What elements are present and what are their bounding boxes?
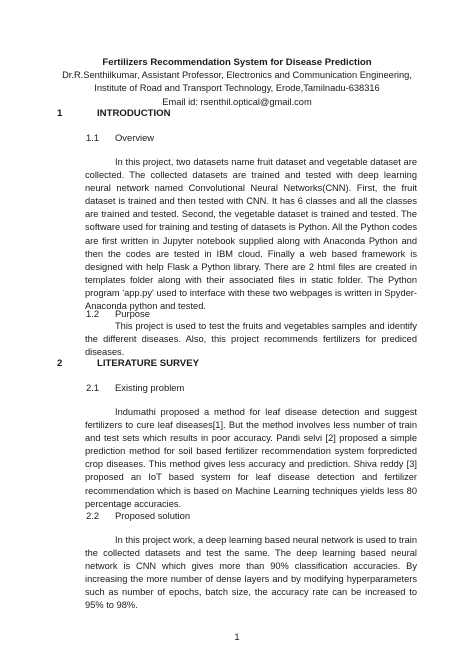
- title-block: [60, 56, 414, 109]
- section-number: 1: [57, 108, 63, 119]
- subsection-heading-purpose: [86, 308, 150, 319]
- subsection-title: Overview: [115, 132, 155, 143]
- subsection-number: 2.2: [86, 510, 100, 521]
- subsection-title: Purpose: [115, 308, 150, 319]
- subsection-number: 1.2: [86, 308, 100, 319]
- section-title: INTRODUCTION: [97, 108, 171, 119]
- subsection-heading-overview: [86, 132, 154, 143]
- affiliation-line: Institute of Road and Transport Technology, Erode,Tamilnadu-638316: [94, 83, 380, 94]
- section-number: 2: [57, 358, 63, 369]
- paragraph-overview: In this project, two datasets name fruit dataset and vegetable dataset are collected. The collected datasets are trained and tested with deep learning neural network named Convolutional Neural Networks(CNN). First, the fruit dataset is trained and then tested with CNN. It has 6 classes and all the classes are trained and tested. Second, the vegetable dataset is trained and tested. The software used for training and testing of datasets is Python. All the Python codes are first written in Jupyter notebook supplied along with Anaconda Python and then the codes are tested in IBM cloud. Finally a web based framework is designed with help Flask a Python library. There are 2 html files are created in templates folder along with their associated files in static folder. The Python program 'app.py' used to interface with these two webpages is written in Spyder-Anaconda python and tested.: [85, 157, 417, 312]
- section-title: LITERATURE SURVEY: [97, 358, 199, 369]
- paragraph-purpose: This project is used to test the fruits and vegetables samples and identify the different diseases. Also, this project recommends fertilizers for prediced diseases.: [85, 321, 417, 358]
- subsection-title: Proposed solution: [115, 510, 191, 521]
- subsection-number: 2.1: [86, 382, 100, 393]
- section-heading-introduction: [57, 108, 171, 119]
- page-number: 1: [234, 631, 240, 642]
- paper-title: Fertilizers Recommendation System for Disease Prediction: [102, 57, 372, 68]
- subsection-title: Existing problem: [115, 382, 185, 393]
- author-line: Dr.R.Senthilkumar, Assistant Professor, Electronics and Communication Engineering,: [62, 70, 412, 81]
- subsection-heading-proposed-solution: [86, 510, 190, 521]
- paragraph-existing-problem: Indumathi proposed a method for leaf disease detection and suggest fertilizers to cure leaf diseases[1]. But the method involves less number of train and test sets which results in poor accuracy. Pandi selvi [2] proposed a simple prediction method for soil based fertilizer recommendation system forpredicted crop diseases. This method gives less accuracy and prediction. Shiva reddy [3] proposed an IoT based system for leaf disease detection and fertilizer recommendation which is based on Machine Learning techniques yields less 80 percentage accuracies.: [85, 407, 417, 509]
- subsection-heading-existing-problem: [86, 382, 184, 393]
- subsection-number: 1.1: [86, 132, 100, 143]
- section-heading-literature-survey: [57, 358, 199, 369]
- email-line: Email id: rsenthil.optical@gmail.com: [162, 96, 312, 107]
- paragraph-proposed-solution: In this project work, a deep learning based neural network is used to train the collected datasets and test the same. The deep learning based neural network is CNN which gives more than 90% classification accuracies. By increasing the more number of dense layers and by modifying hyperparameters such as number of epochs, batch size, the accuracy rate can be increased to 95% to 98%.: [85, 535, 417, 611]
